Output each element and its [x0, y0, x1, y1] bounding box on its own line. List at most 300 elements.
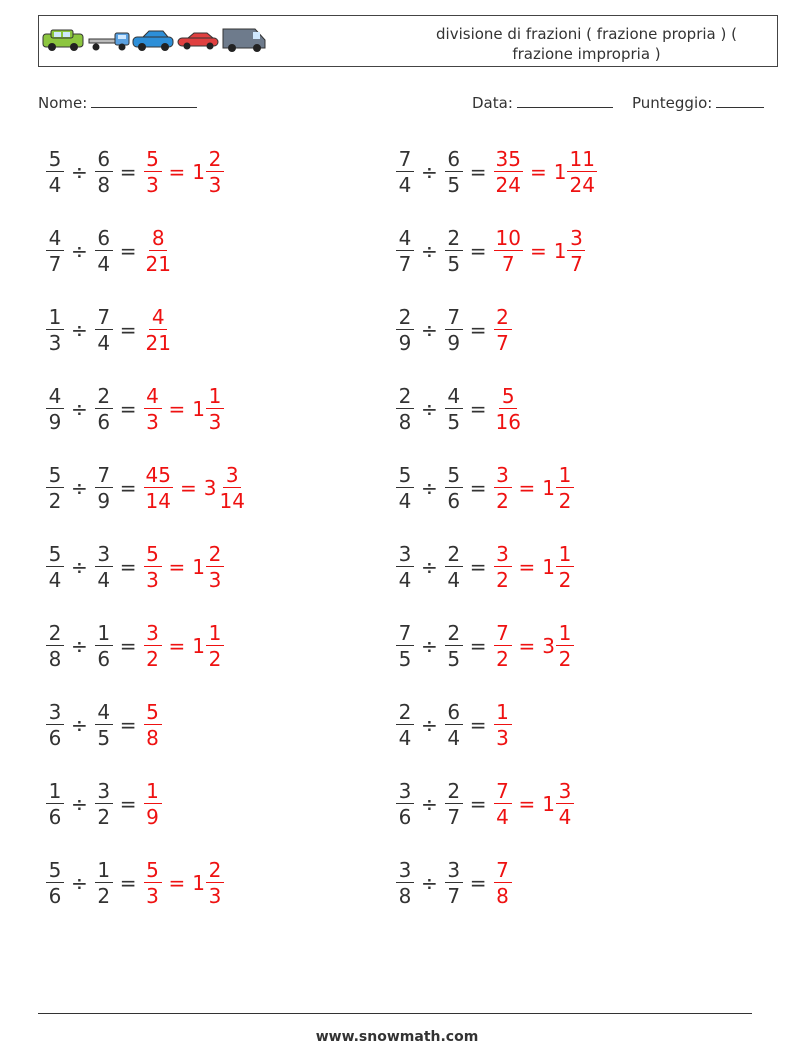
- division-sign: ÷: [421, 555, 438, 579]
- dividend-fraction: [396, 860, 414, 906]
- numerator: 8: [149, 228, 167, 251]
- result-fraction: [494, 228, 523, 274]
- answer: [144, 307, 173, 353]
- answer: [144, 781, 162, 827]
- numerator: 35: [495, 147, 521, 171]
- mixed-whole: 1: [192, 397, 206, 421]
- mixed-whole: 1: [192, 555, 206, 579]
- divisor-fraction: [95, 228, 113, 274]
- numerator: 2: [445, 623, 463, 646]
- equals-sign: =: [168, 555, 186, 579]
- answer: [494, 781, 575, 827]
- result-fraction: [144, 307, 173, 353]
- numerator: 6: [95, 149, 113, 172]
- numerator: 4: [149, 307, 167, 330]
- equals-sign: =: [469, 160, 487, 184]
- dividend-fraction: [396, 465, 414, 511]
- divisor-fraction: [95, 149, 113, 195]
- denominator: 3: [146, 884, 159, 908]
- numerator: 7: [494, 860, 512, 883]
- denominator: 4: [398, 568, 412, 592]
- numerator: 1: [556, 544, 574, 567]
- result-fraction: [494, 781, 512, 827]
- problem-7: [46, 379, 224, 439]
- divisor-fraction: [445, 228, 463, 274]
- denominator: 4: [496, 805, 509, 829]
- numerator: 5: [144, 702, 162, 725]
- dividend-fraction: [396, 228, 414, 274]
- answer: [494, 623, 575, 669]
- numerator: 1: [95, 860, 113, 883]
- divisor-fraction: [445, 623, 463, 669]
- vehicle-icons: [41, 26, 271, 58]
- equals-sign: =: [518, 634, 536, 658]
- answer: [494, 307, 512, 353]
- denominator: 8: [97, 173, 111, 197]
- numerator: 7: [494, 623, 512, 646]
- denominator: 8: [398, 884, 412, 908]
- answer: [144, 386, 225, 432]
- mixed-whole: 1: [542, 555, 556, 579]
- equals-sign: =: [529, 239, 547, 263]
- problem-8: [396, 379, 523, 439]
- dividend-fraction: [396, 544, 414, 590]
- numerator: 2: [396, 307, 414, 330]
- denominator: 4: [398, 726, 412, 750]
- name-blank: [91, 93, 197, 108]
- numerator: 3: [567, 228, 585, 251]
- numerator: 1: [556, 465, 574, 488]
- mixed-fraction: [567, 149, 596, 195]
- denominator: 4: [97, 252, 111, 276]
- denominator: 9: [398, 331, 412, 355]
- denominator: 6: [97, 410, 111, 434]
- division-sign: ÷: [71, 634, 88, 658]
- answer: [144, 544, 225, 590]
- denominator: 6: [48, 726, 62, 750]
- mixed-fraction: [556, 465, 574, 511]
- problem-4: [396, 221, 585, 281]
- numerator: 2: [445, 228, 463, 251]
- denominator: 4: [97, 568, 111, 592]
- numerator: 5: [144, 544, 162, 567]
- numerator: 2: [206, 544, 224, 567]
- score-field: [632, 93, 764, 112]
- mixed-fraction: [567, 228, 585, 274]
- mixed-whole: 1: [192, 160, 206, 184]
- numerator: 2: [206, 149, 224, 172]
- equals-sign: =: [119, 160, 137, 184]
- denominator: 4: [558, 805, 572, 829]
- numerator: 7: [445, 307, 463, 330]
- answer: [144, 465, 247, 511]
- numerator: 7: [494, 781, 512, 804]
- denominator: 14: [145, 489, 171, 513]
- mixed-whole: 1: [192, 871, 206, 895]
- denominator: 4: [398, 173, 412, 197]
- dividend-fraction: [46, 386, 64, 432]
- problem-16: [396, 695, 512, 755]
- numerator: 4: [95, 702, 113, 725]
- numerator: 7: [396, 149, 414, 172]
- problem-3: [46, 221, 173, 281]
- equals-sign: =: [119, 555, 137, 579]
- numerator: 2: [206, 860, 224, 883]
- result-fraction: [144, 544, 162, 590]
- denominator: 9: [146, 805, 159, 829]
- dividend-fraction: [396, 149, 414, 195]
- numerator: 2: [95, 386, 113, 409]
- division-sign: ÷: [421, 476, 438, 500]
- denominator: 3: [208, 884, 222, 908]
- numerator: 10: [495, 226, 521, 250]
- equals-sign: =: [469, 555, 487, 579]
- worksheet-title: divisione di frazioni ( frazione propria ) ( frazione impropria ): [436, 25, 737, 63]
- denominator: 6: [48, 805, 62, 829]
- denominator: 5: [447, 410, 461, 434]
- problem-2: [396, 142, 597, 202]
- dividend-fraction: [46, 307, 64, 353]
- numerator: 45: [145, 463, 171, 487]
- equals-sign: =: [469, 397, 487, 421]
- divisor-fraction: [95, 386, 113, 432]
- denominator: 2: [496, 568, 509, 592]
- answer: [494, 702, 512, 748]
- numerator: 2: [46, 623, 64, 646]
- denominator: 3: [208, 173, 222, 197]
- numerator: 2: [445, 544, 463, 567]
- mixed-fraction: [206, 623, 224, 669]
- denominator: 8: [146, 726, 159, 750]
- mixed-fraction: [556, 544, 574, 590]
- denominator: 5: [447, 252, 461, 276]
- equals-sign: =: [119, 871, 137, 895]
- division-sign: ÷: [71, 318, 88, 342]
- dividend-fraction: [46, 149, 64, 195]
- answer: [494, 386, 523, 432]
- equals-sign: =: [469, 871, 487, 895]
- divisor-fraction: [445, 386, 463, 432]
- denominator: 16: [495, 410, 521, 434]
- mixed-fraction: [217, 465, 246, 511]
- green-car-icon: [43, 30, 83, 51]
- problem-5: [46, 300, 173, 360]
- denominator: 3: [146, 173, 159, 197]
- equals-sign: =: [518, 476, 536, 500]
- mixed-whole: 1: [542, 792, 556, 816]
- division-sign: ÷: [71, 160, 88, 184]
- denominator: 2: [558, 647, 572, 671]
- division-sign: ÷: [71, 871, 88, 895]
- numerator: 1: [494, 702, 512, 725]
- denominator: 7: [496, 331, 509, 355]
- denominator: 4: [97, 331, 111, 355]
- equals-sign: =: [179, 476, 197, 500]
- equals-sign: =: [168, 160, 186, 184]
- equals-sign: =: [168, 397, 186, 421]
- date-label: Data:: [472, 94, 513, 112]
- equals-sign: =: [518, 792, 536, 816]
- problem-6: [396, 300, 512, 360]
- equals-sign: =: [168, 871, 186, 895]
- mixed-whole: 1: [553, 160, 567, 184]
- denominator: 2: [496, 647, 509, 671]
- denominator: 7: [447, 805, 461, 829]
- problem-14: [396, 616, 574, 676]
- name-label: Nome:: [38, 94, 88, 112]
- divisor-fraction: [95, 307, 113, 353]
- date-field: [472, 93, 613, 112]
- result-fraction: [494, 307, 512, 353]
- answer: [144, 702, 162, 748]
- answer: [144, 149, 225, 195]
- answer: [494, 860, 512, 906]
- numerator: 3: [494, 465, 512, 488]
- numerator: 5: [144, 149, 162, 172]
- answer: [494, 465, 575, 511]
- footer-url: www.snowmath.com: [315, 1029, 479, 1045]
- date-blank: [517, 93, 613, 108]
- mixed-fraction: [206, 386, 224, 432]
- numerator: 7: [95, 307, 113, 330]
- equals-sign: =: [469, 476, 487, 500]
- denominator: 7: [570, 252, 583, 276]
- footer-divider: [38, 1013, 752, 1014]
- denominator: 6: [447, 489, 461, 513]
- numerator: 1: [206, 386, 224, 409]
- worksheet-header: [38, 15, 778, 67]
- result-fraction: [494, 860, 512, 906]
- division-sign: ÷: [421, 792, 438, 816]
- mixed-fraction: [206, 544, 224, 590]
- denominator: 4: [398, 489, 412, 513]
- numerator: 6: [445, 702, 463, 725]
- division-sign: ÷: [421, 318, 438, 342]
- numerator: 3: [396, 544, 414, 567]
- denominator: 9: [48, 410, 62, 434]
- numerator: 3: [445, 860, 463, 883]
- numerator: 5: [46, 544, 64, 567]
- denominator: 4: [48, 173, 62, 197]
- numerator: 1: [46, 781, 64, 804]
- numerator: 2: [396, 386, 414, 409]
- denominator: 3: [208, 568, 222, 592]
- denominator: 5: [398, 647, 412, 671]
- equals-sign: =: [469, 318, 487, 342]
- flatbed-truck-icon: [89, 33, 129, 51]
- denominator: 8: [496, 884, 509, 908]
- mixed-whole: 1: [542, 476, 556, 500]
- denominator: 2: [496, 489, 509, 513]
- result-fraction: [494, 465, 512, 511]
- answer: [144, 623, 225, 669]
- division-sign: ÷: [71, 555, 88, 579]
- equals-sign: =: [119, 318, 137, 342]
- denominator: 8: [398, 410, 412, 434]
- result-fraction: [494, 149, 523, 195]
- problem-9: [46, 458, 247, 518]
- divisor-fraction: [445, 307, 463, 353]
- mixed-fraction: [556, 781, 574, 827]
- mixed-whole: 1: [553, 239, 567, 263]
- division-sign: ÷: [71, 397, 88, 421]
- problem-10: [396, 458, 574, 518]
- division-sign: ÷: [421, 239, 438, 263]
- problem-17: [46, 774, 162, 834]
- denominator: 3: [496, 726, 509, 750]
- division-sign: ÷: [421, 713, 438, 737]
- numerator: 3: [396, 860, 414, 883]
- result-fraction: [144, 149, 162, 195]
- numerator: 3: [556, 781, 574, 804]
- dividend-fraction: [46, 623, 64, 669]
- equals-sign: =: [469, 239, 487, 263]
- division-sign: ÷: [71, 476, 88, 500]
- equals-sign: =: [119, 792, 137, 816]
- denominator: 9: [447, 331, 461, 355]
- numerator: 1: [95, 623, 113, 646]
- divisor-fraction: [445, 781, 463, 827]
- dividend-fraction: [46, 544, 64, 590]
- divisor-fraction: [95, 781, 113, 827]
- numerator: 3: [46, 702, 64, 725]
- score-blank: [716, 93, 764, 108]
- result-fraction: [494, 386, 523, 432]
- problem-18: [396, 774, 574, 834]
- problem-19: [46, 853, 224, 913]
- result-fraction: [144, 623, 162, 669]
- dividend-fraction: [396, 307, 414, 353]
- mixed-whole: 3: [542, 634, 556, 658]
- result-fraction: [494, 702, 512, 748]
- equals-sign: =: [518, 555, 536, 579]
- answer: [494, 228, 586, 274]
- division-sign: ÷: [71, 239, 88, 263]
- numerator: 2: [494, 307, 512, 330]
- numerator: 11: [569, 147, 595, 171]
- denominator: 2: [97, 805, 111, 829]
- name-field: [38, 93, 197, 112]
- result-fraction: [144, 386, 162, 432]
- dividend-fraction: [46, 702, 64, 748]
- dividend-fraction: [396, 702, 414, 748]
- denominator: 6: [398, 805, 412, 829]
- equals-sign: =: [119, 476, 137, 500]
- problem-20: [396, 853, 512, 913]
- numerator: 5: [499, 386, 517, 409]
- result-fraction: [144, 228, 173, 274]
- problem-12: [396, 537, 574, 597]
- numerator: 3: [396, 781, 414, 804]
- denominator: 7: [447, 884, 461, 908]
- dividend-fraction: [396, 386, 414, 432]
- numerator: 6: [445, 149, 463, 172]
- denominator: 21: [145, 252, 171, 276]
- problem-15: [46, 695, 162, 755]
- divisor-fraction: [95, 860, 113, 906]
- score-label: Punteggio:: [632, 94, 713, 112]
- denominator: 3: [48, 331, 62, 355]
- numerator: 7: [95, 465, 113, 488]
- red-car-icon: [178, 33, 218, 50]
- division-sign: ÷: [421, 397, 438, 421]
- answer: [144, 860, 225, 906]
- numerator: 5: [46, 860, 64, 883]
- numerator: 2: [445, 781, 463, 804]
- numerator: 6: [95, 228, 113, 251]
- answer: [144, 228, 173, 274]
- equals-sign: =: [119, 713, 137, 737]
- numerator: 1: [556, 623, 574, 646]
- mixed-fraction: [206, 149, 224, 195]
- denominator: 6: [97, 647, 111, 671]
- numerator: 5: [396, 465, 414, 488]
- mixed-whole: 3: [203, 476, 217, 500]
- divisor-fraction: [445, 149, 463, 195]
- divisor-fraction: [95, 623, 113, 669]
- answer: [494, 544, 575, 590]
- denominator: 5: [447, 173, 461, 197]
- numerator: 1: [206, 623, 224, 646]
- denominator: 2: [558, 568, 572, 592]
- numerator: 4: [445, 386, 463, 409]
- divisor-fraction: [445, 860, 463, 906]
- result-fraction: [144, 465, 173, 511]
- denominator: 4: [447, 568, 461, 592]
- denominator: 2: [146, 647, 159, 671]
- divisor-fraction: [95, 465, 113, 511]
- numerator: 5: [46, 465, 64, 488]
- divisor-fraction: [445, 702, 463, 748]
- result-fraction: [144, 702, 162, 748]
- denominator: 2: [558, 489, 572, 513]
- equals-sign: =: [168, 634, 186, 658]
- dividend-fraction: [396, 781, 414, 827]
- numerator: 5: [445, 465, 463, 488]
- divisor-fraction: [95, 544, 113, 590]
- numerator: 3: [144, 623, 162, 646]
- mixed-fraction: [556, 623, 574, 669]
- equals-sign: =: [469, 713, 487, 737]
- division-sign: ÷: [421, 634, 438, 658]
- division-sign: ÷: [71, 713, 88, 737]
- numerator: 7: [396, 623, 414, 646]
- numerator: 1: [46, 307, 64, 330]
- division-sign: ÷: [421, 871, 438, 895]
- mixed-whole: 1: [192, 634, 206, 658]
- denominator: 4: [447, 726, 461, 750]
- numerator: 1: [144, 781, 162, 804]
- dividend-fraction: [46, 860, 64, 906]
- division-sign: ÷: [421, 160, 438, 184]
- equals-sign: =: [469, 792, 487, 816]
- problem-13: [46, 616, 224, 676]
- denominator: 3: [146, 568, 159, 592]
- numerator: 3: [95, 781, 113, 804]
- denominator: 8: [48, 647, 62, 671]
- denominator: 21: [145, 331, 171, 355]
- denominator: 2: [97, 884, 111, 908]
- denominator: 3: [146, 410, 159, 434]
- problem-11: [46, 537, 224, 597]
- division-sign: ÷: [71, 792, 88, 816]
- divisor-fraction: [95, 702, 113, 748]
- numerator: 3: [95, 544, 113, 567]
- answer: [494, 149, 597, 195]
- dividend-fraction: [46, 781, 64, 827]
- mixed-fraction: [206, 860, 224, 906]
- numerator: 4: [144, 386, 162, 409]
